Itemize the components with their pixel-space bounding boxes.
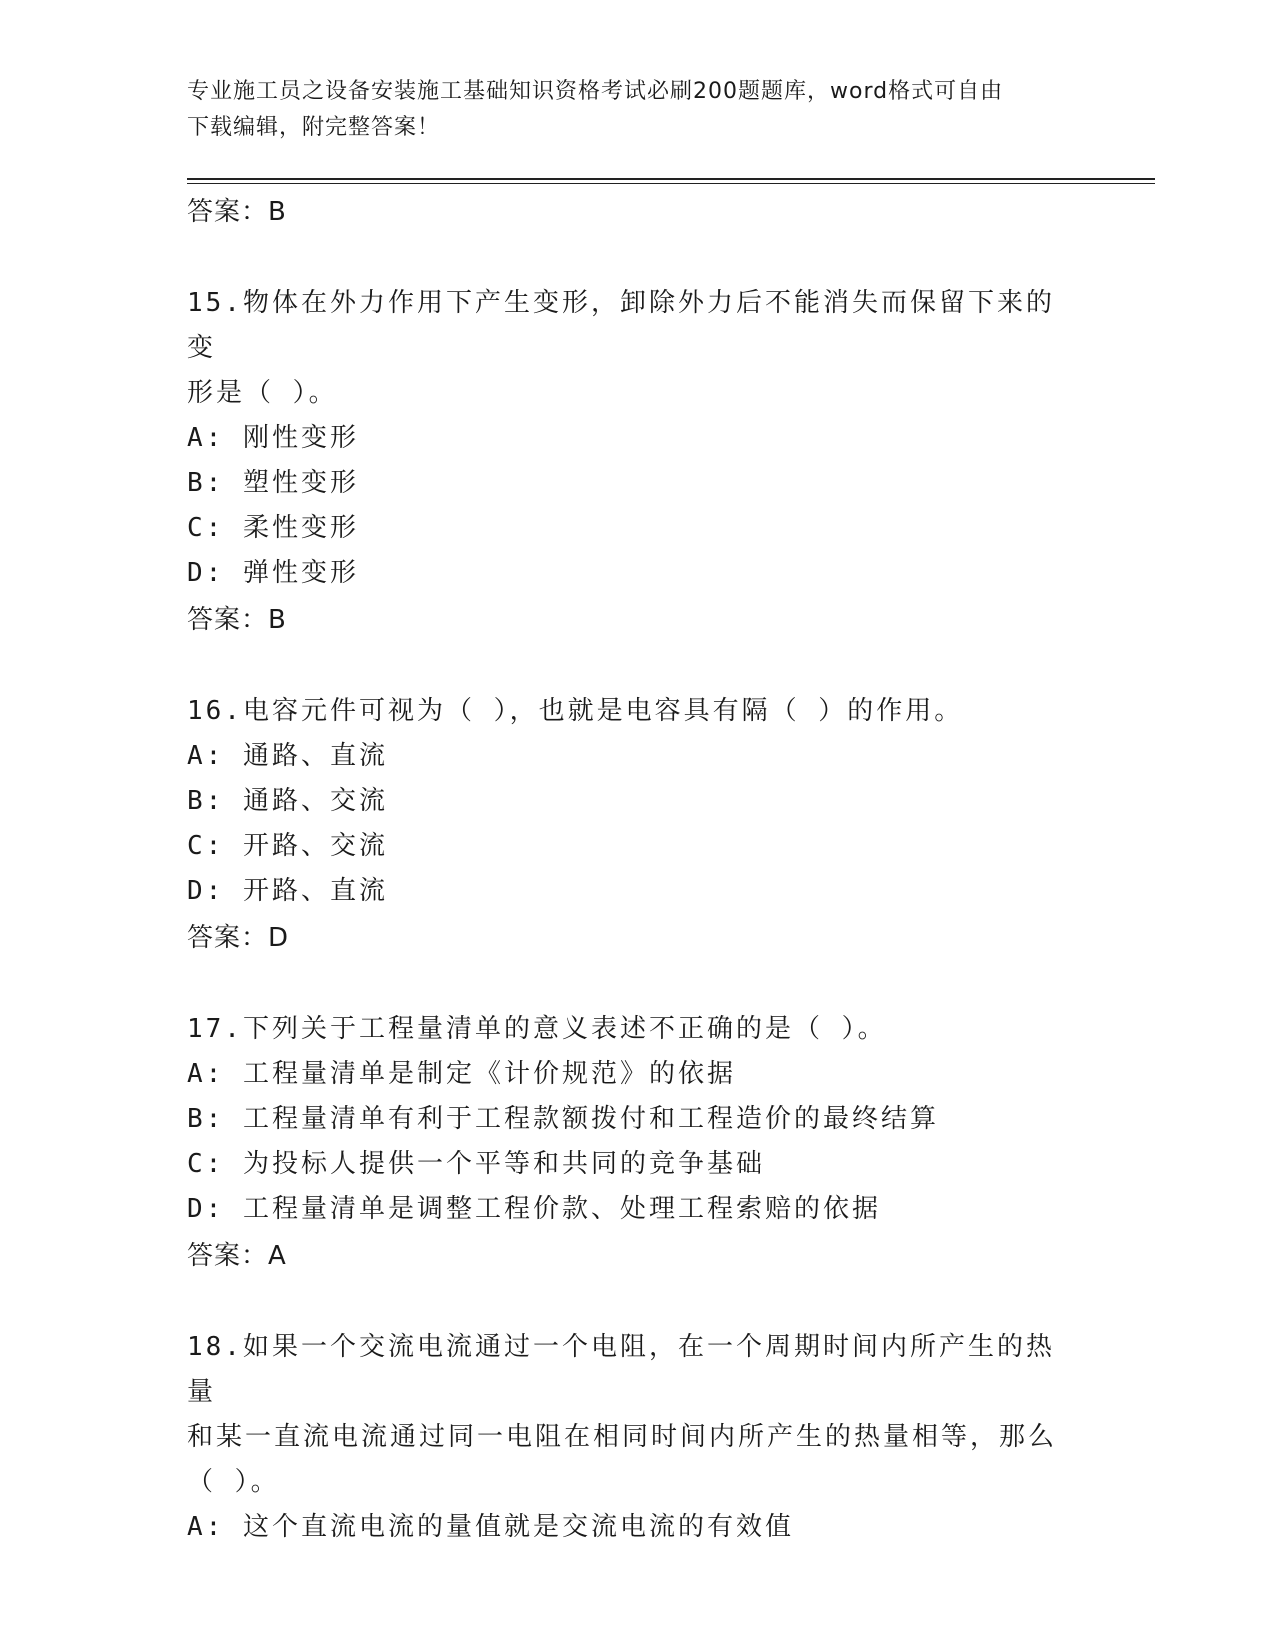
option-d: D: 开路、直流: [187, 876, 388, 906]
document-header: [187, 74, 1067, 146]
spacer: [187, 234, 1087, 281]
question-text-line: 16.电容元件可视为（ ），也就是电容具有隔（ ）的作用。: [187, 696, 964, 726]
header-rule-thin: [187, 183, 1155, 184]
option-d: D: 工程量清单是调整工程价款、处理工程索赔的依据: [187, 1194, 881, 1224]
question-17: [187, 1007, 1087, 1278]
document-body: [187, 188, 1087, 1550]
question-18: [187, 1325, 1087, 1550]
option-a: A: 工程量清单是制定《计价规范》的依据: [187, 1059, 736, 1089]
question-16: [187, 689, 1087, 960]
spacer: [187, 642, 1087, 689]
question-text-line: 形是（ ）。: [187, 378, 338, 408]
question-text-line: 15.物体在外力作用下产生变形，卸除外力后不能消失而保留下来的变: [187, 288, 1055, 363]
question-text-line: 18.如果一个交流电流通过一个电阻，在一个周期时间内所产生的热量: [187, 1332, 1055, 1407]
spacer: [187, 1278, 1087, 1325]
spacer: [187, 960, 1087, 1007]
question-text-line: 17.下列关于工程量清单的意义表述不正确的是（ ）。: [187, 1014, 887, 1044]
answer: 答案：A: [187, 1241, 287, 1271]
option-c: C: 开路、交流: [187, 831, 388, 861]
answer: 答案：B: [187, 605, 287, 635]
header-line-1: 专业施工员之设备安装施工基础知识资格考试必刷200题题库，word格式可自由: [187, 79, 1004, 104]
option-b: B: 塑性变形: [187, 468, 359, 498]
question-text-line: 和某一直流电流通过同一电阻在相同时间内所产生的热量相等，那么: [187, 1422, 1058, 1452]
header-rule-thick: [187, 178, 1155, 180]
answer: 答案：D: [187, 923, 290, 953]
option-b: B: 工程量清单有利于工程款额拨付和工程造价的最终结算: [187, 1104, 939, 1134]
option-b: B: 通路、交流: [187, 786, 388, 816]
question-text-line: （ ）。: [187, 1467, 280, 1497]
option-a: A: 这个直流电流的量值就是交流电流的有效值: [187, 1512, 794, 1542]
option-c: C: 为投标人提供一个平等和共同的竞争基础: [187, 1149, 765, 1179]
option-d: D: 弹性变形: [187, 558, 359, 588]
option-a: A: 通路、直流: [187, 741, 388, 771]
option-c: C: 柔性变形: [187, 513, 359, 543]
answer-previous: 答案：B: [187, 197, 287, 227]
option-a: A: 刚性变形: [187, 423, 359, 453]
question-15: [187, 281, 1087, 642]
header-line-2: 下载编辑，附完整答案！: [187, 115, 441, 140]
